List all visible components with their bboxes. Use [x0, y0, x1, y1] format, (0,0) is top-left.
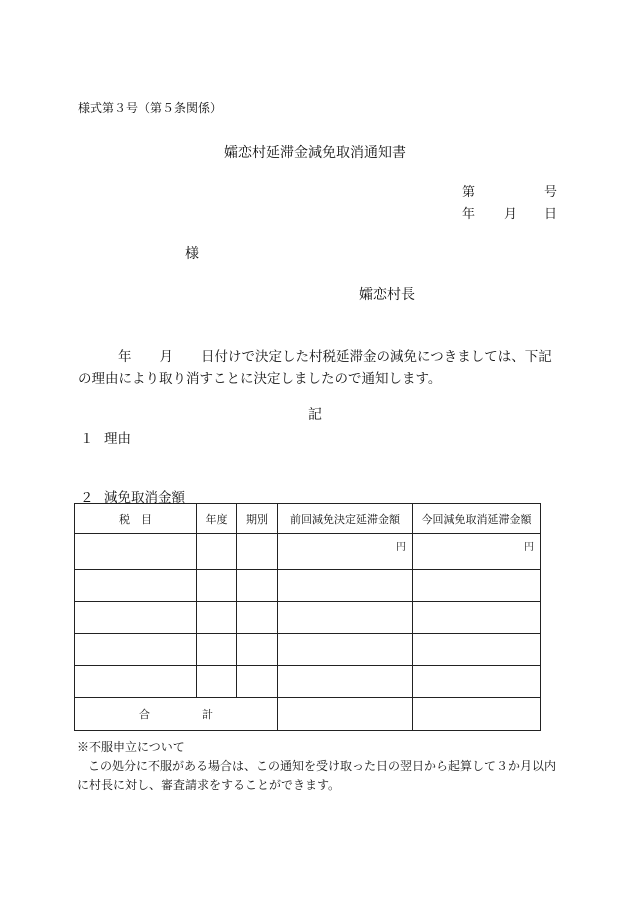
header-previous-amount: 前回減免決定延滞金額 — [278, 504, 413, 534]
total-row — [75, 698, 541, 731]
ki-marker: 記 — [308, 407, 322, 423]
section-2-label: 減免取消金額 — [104, 490, 185, 506]
section-reason — [80, 427, 131, 447]
appeal-note-heading: ※不服申立について — [77, 740, 185, 754]
section-2-number: ２ — [80, 490, 94, 506]
body-line-1 — [78, 345, 552, 365]
table-row — [75, 602, 541, 634]
appeal-note-line-2: に村長に対し、審査請求をすることができます。 — [77, 778, 341, 792]
doc-number-dai: 第 — [462, 185, 476, 200]
header-tax-item: 税 目 — [75, 504, 197, 534]
doc-number-go: 号 — [543, 185, 557, 200]
section-1-label: 理由 — [104, 431, 131, 447]
body-year: 年 — [118, 349, 132, 365]
appeal-note-line-1: この処分に不服がある場合は、この通知を受け取った日の翌日から起算して３か月以内 — [88, 759, 557, 773]
amount-table — [74, 503, 541, 731]
total-label — [75, 698, 278, 731]
document-title: 孀恋村延滞金減免取消通知書 — [224, 145, 406, 161]
yen-unit: 円 — [524, 542, 534, 553]
table-row — [75, 634, 541, 666]
section-1-number: １ — [80, 431, 94, 447]
sender: 孀恋村長 — [359, 287, 415, 303]
header-period: 期別 — [237, 504, 278, 534]
body-line-2: の理由により取り消すことに決定しましたので通知します。 — [78, 371, 442, 387]
header-fiscal-year: 年度 — [197, 504, 237, 534]
total-label-b: 計 — [202, 708, 213, 721]
yen-unit: 円 — [396, 542, 406, 553]
table-row — [75, 534, 541, 570]
table-row — [75, 570, 541, 602]
body-month: 月 — [159, 349, 173, 365]
table-row — [75, 666, 541, 698]
date-day: 日 — [543, 207, 557, 222]
addressee: 様 — [185, 246, 199, 262]
total-label-a: 合 — [139, 708, 150, 721]
form-number: 様式第３号（第５条関係） — [78, 101, 223, 115]
header-current-amount: 今回減免取消延滞金額 — [413, 504, 541, 534]
body-line1-rest: 日付けで決定した村税延滞金の減免につきましては、下記 — [201, 349, 552, 365]
date-year: 年 — [462, 207, 476, 222]
date-month: 月 — [504, 207, 518, 222]
